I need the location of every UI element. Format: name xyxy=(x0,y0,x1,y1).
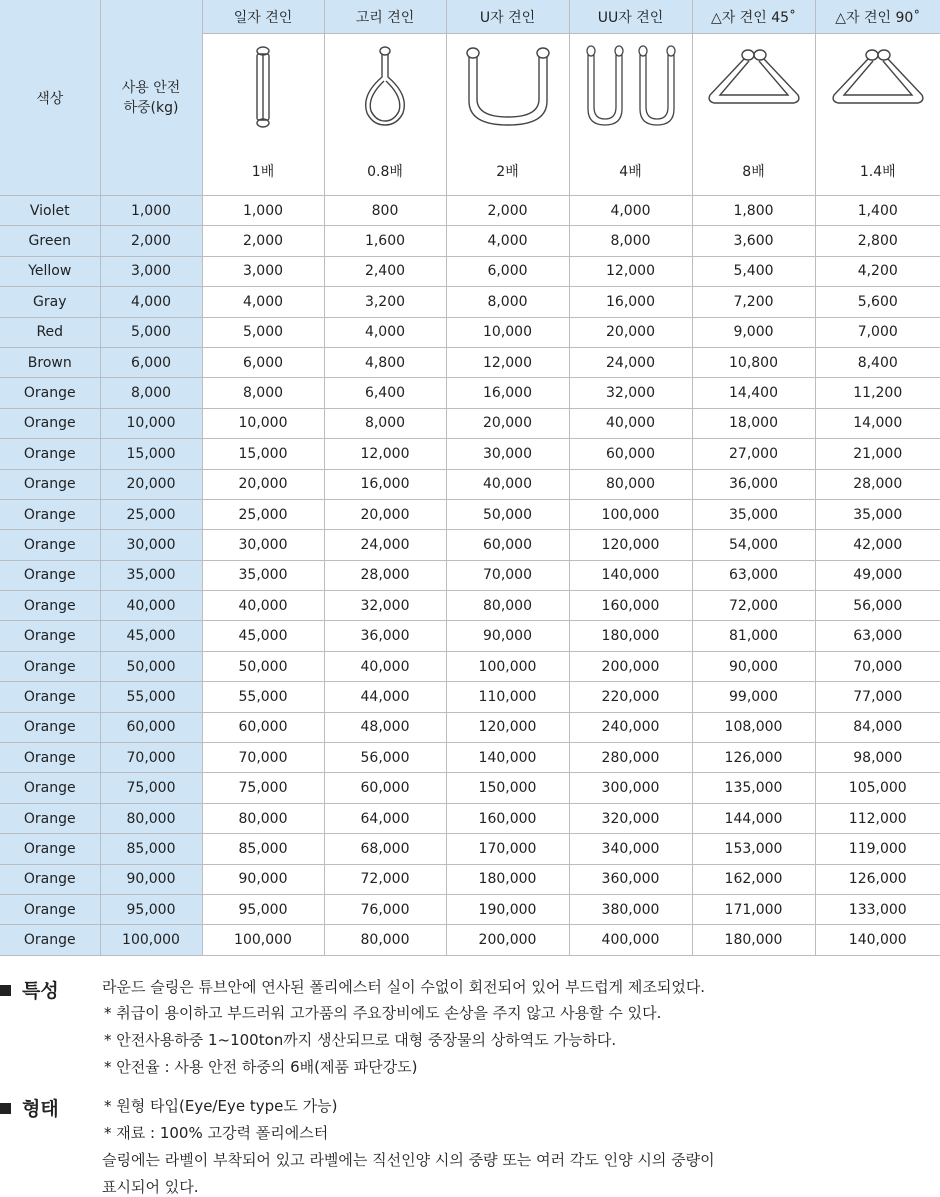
cell-choke: 56,000 xyxy=(324,743,446,773)
cell-triangle-45: 18,000 xyxy=(692,408,815,438)
cell-straight: 15,000 xyxy=(202,439,324,469)
cell-uu: 140,000 xyxy=(569,560,692,590)
cell-uu: 12,000 xyxy=(569,256,692,286)
cell-triangle-45: 81,000 xyxy=(692,621,815,651)
table-row xyxy=(0,287,940,317)
table-row xyxy=(0,256,940,286)
table-row xyxy=(0,864,940,894)
header-icon-cell-u xyxy=(446,34,569,196)
cell-choke: 16,000 xyxy=(324,469,446,499)
header-type-straight: 일자 견인 xyxy=(202,0,324,34)
cell-u: 40,000 xyxy=(446,469,569,499)
cell-safe-load: 4,000 xyxy=(100,287,202,317)
form-title: 형태 xyxy=(22,1094,59,1121)
cell-color: Orange xyxy=(0,864,100,894)
cell-straight: 25,000 xyxy=(202,499,324,529)
cell-color: Orange xyxy=(0,894,100,924)
cell-safe-load: 20,000 xyxy=(100,469,202,499)
table-row xyxy=(0,834,940,864)
cell-uu: 360,000 xyxy=(569,864,692,894)
cell-triangle-45: 3,600 xyxy=(692,226,815,256)
cell-u: 16,000 xyxy=(446,378,569,408)
cell-choke: 8,000 xyxy=(324,408,446,438)
header-type-choke: 고리 견인 xyxy=(324,0,446,34)
cell-triangle-45: 54,000 xyxy=(692,530,815,560)
cell-triangle-45: 144,000 xyxy=(692,803,815,833)
cell-u: 12,000 xyxy=(446,347,569,377)
cell-uu: 80,000 xyxy=(569,469,692,499)
cell-triangle-45: 9,000 xyxy=(692,317,815,347)
cell-straight: 6,000 xyxy=(202,347,324,377)
cell-triangle-45: 126,000 xyxy=(692,743,815,773)
cell-safe-load: 1,000 xyxy=(100,196,202,226)
cell-color: Orange xyxy=(0,408,100,438)
cell-choke: 28,000 xyxy=(324,560,446,590)
uu-sling-icon xyxy=(583,43,679,143)
cell-uu: 240,000 xyxy=(569,712,692,742)
cell-u: 80,000 xyxy=(446,591,569,621)
header-type-triangle-90: △자 견인 90˚ xyxy=(815,0,940,34)
cell-straight: 40,000 xyxy=(202,591,324,621)
cell-straight: 75,000 xyxy=(202,773,324,803)
cell-safe-load: 35,000 xyxy=(100,560,202,590)
table-row xyxy=(0,803,940,833)
cell-triangle-45: 90,000 xyxy=(692,651,815,681)
cell-safe-load: 3,000 xyxy=(100,256,202,286)
cell-safe-load: 10,000 xyxy=(100,408,202,438)
cell-choke: 1,600 xyxy=(324,226,446,256)
cell-choke: 36,000 xyxy=(324,621,446,651)
cell-color: Gray xyxy=(0,287,100,317)
features-line: * 안전율 : 사용 안전 하중의 6배(제품 파단강도) xyxy=(104,1056,418,1077)
cell-uu: 16,000 xyxy=(569,287,692,317)
cell-straight: 30,000 xyxy=(202,530,324,560)
table-row xyxy=(0,408,940,438)
cell-straight: 8,000 xyxy=(202,378,324,408)
cell-u: 4,000 xyxy=(446,226,569,256)
cell-u: 20,000 xyxy=(446,408,569,438)
cell-u: 150,000 xyxy=(446,773,569,803)
cell-uu: 40,000 xyxy=(569,408,692,438)
cell-u: 200,000 xyxy=(446,925,569,955)
features-line: 라운드 슬링은 튜브안에 연사된 폴리에스터 실이 수없이 회전되어 있어 부드럽게 제조되었다. xyxy=(102,976,705,997)
header-icon-cell-choke xyxy=(324,34,446,196)
cell-straight: 5,000 xyxy=(202,317,324,347)
table-row xyxy=(0,317,940,347)
cell-straight: 4,000 xyxy=(202,287,324,317)
cell-triangle-45: 180,000 xyxy=(692,925,815,955)
table-row xyxy=(0,226,940,256)
cell-uu: 60,000 xyxy=(569,439,692,469)
cell-uu: 100,000 xyxy=(569,499,692,529)
multiplier-triangle-45: 8배 xyxy=(693,161,815,181)
cell-triangle-45: 36,000 xyxy=(692,469,815,499)
table-row xyxy=(0,591,940,621)
cell-color: Orange xyxy=(0,469,100,499)
cell-triangle-45: 171,000 xyxy=(692,894,815,924)
cell-color: Green xyxy=(0,226,100,256)
cell-triangle-90: 4,200 xyxy=(815,256,940,286)
cell-uu: 220,000 xyxy=(569,682,692,712)
square-bullet-icon xyxy=(0,1103,11,1114)
cell-uu: 4,000 xyxy=(569,196,692,226)
cell-uu: 400,000 xyxy=(569,925,692,955)
cell-triangle-90: 140,000 xyxy=(815,925,940,955)
cell-straight: 35,000 xyxy=(202,560,324,590)
cell-u: 160,000 xyxy=(446,803,569,833)
cell-choke: 68,000 xyxy=(324,834,446,864)
cell-triangle-90: 56,000 xyxy=(815,591,940,621)
table-row xyxy=(0,347,940,377)
cell-u: 60,000 xyxy=(446,530,569,560)
cell-triangle-45: 1,800 xyxy=(692,196,815,226)
cell-u: 90,000 xyxy=(446,621,569,651)
triangle-90-sling-icon xyxy=(828,43,928,143)
cell-u: 180,000 xyxy=(446,864,569,894)
cell-safe-load: 50,000 xyxy=(100,651,202,681)
cell-uu: 300,000 xyxy=(569,773,692,803)
cell-u: 6,000 xyxy=(446,256,569,286)
cell-straight: 100,000 xyxy=(202,925,324,955)
cell-uu: 120,000 xyxy=(569,530,692,560)
cell-triangle-45: 135,000 xyxy=(692,773,815,803)
header-type-triangle-45: △자 견인 45˚ xyxy=(692,0,815,34)
table-row xyxy=(0,469,940,499)
square-bullet-icon xyxy=(0,985,11,996)
cell-u: 170,000 xyxy=(446,834,569,864)
cell-color: Orange xyxy=(0,530,100,560)
multiplier-u: 2배 xyxy=(447,161,569,181)
cell-triangle-45: 27,000 xyxy=(692,439,815,469)
cell-triangle-90: 105,000 xyxy=(815,773,940,803)
cell-triangle-90: 119,000 xyxy=(815,834,940,864)
header-type-uu: UU자 견인 xyxy=(569,0,692,34)
cell-straight: 3,000 xyxy=(202,256,324,286)
cell-safe-load: 60,000 xyxy=(100,712,202,742)
cell-color: Orange xyxy=(0,925,100,955)
cell-safe-load: 5,000 xyxy=(100,317,202,347)
cell-color: Orange xyxy=(0,682,100,712)
cell-triangle-45: 99,000 xyxy=(692,682,815,712)
cell-color: Brown xyxy=(0,347,100,377)
cell-triangle-90: 133,000 xyxy=(815,894,940,924)
cell-straight: 90,000 xyxy=(202,864,324,894)
cell-safe-load: 8,000 xyxy=(100,378,202,408)
cell-uu: 32,000 xyxy=(569,378,692,408)
cell-choke: 32,000 xyxy=(324,591,446,621)
cell-choke: 80,000 xyxy=(324,925,446,955)
table-row xyxy=(0,530,940,560)
cell-choke: 64,000 xyxy=(324,803,446,833)
cell-u: 140,000 xyxy=(446,743,569,773)
cell-color: Orange xyxy=(0,803,100,833)
cell-triangle-45: 7,200 xyxy=(692,287,815,317)
cell-straight: 80,000 xyxy=(202,803,324,833)
cell-u: 8,000 xyxy=(446,287,569,317)
cell-choke: 3,200 xyxy=(324,287,446,317)
cell-color: Red xyxy=(0,317,100,347)
cell-triangle-45: 63,000 xyxy=(692,560,815,590)
table-row xyxy=(0,743,940,773)
cell-uu: 380,000 xyxy=(569,894,692,924)
header-safe-load xyxy=(100,0,202,196)
form-line: 슬링에는 라벨이 부착되어 있고 라벨에는 직선인양 시의 중량 또는 여러 각도 인양 시의 중량이 xyxy=(102,1149,715,1170)
cell-color: Yellow xyxy=(0,256,100,286)
cell-choke: 20,000 xyxy=(324,499,446,529)
cell-color: Orange xyxy=(0,499,100,529)
cell-choke: 44,000 xyxy=(324,682,446,712)
cell-straight: 95,000 xyxy=(202,894,324,924)
cell-u: 70,000 xyxy=(446,560,569,590)
cell-triangle-90: 21,000 xyxy=(815,439,940,469)
cell-uu: 320,000 xyxy=(569,803,692,833)
cell-uu: 24,000 xyxy=(569,347,692,377)
cell-triangle-90: 126,000 xyxy=(815,864,940,894)
cell-uu: 160,000 xyxy=(569,591,692,621)
cell-straight: 20,000 xyxy=(202,469,324,499)
features-line: * 안전사용하중 1~100ton까지 생산되므로 대형 중장물의 상하역도 가능하다. xyxy=(104,1029,616,1050)
cell-triangle-45: 72,000 xyxy=(692,591,815,621)
choke-sling-icon xyxy=(355,43,415,143)
header-safe-load-label: 사용 안전 하중(kg) xyxy=(122,78,181,118)
cell-choke: 800 xyxy=(324,196,446,226)
cell-triangle-90: 77,000 xyxy=(815,682,940,712)
cell-triangle-90: 112,000 xyxy=(815,803,940,833)
header-icon-cell-straight xyxy=(202,34,324,196)
cell-choke: 4,800 xyxy=(324,347,446,377)
table-row xyxy=(0,773,940,803)
cell-u: 10,000 xyxy=(446,317,569,347)
cell-choke: 2,400 xyxy=(324,256,446,286)
cell-choke: 76,000 xyxy=(324,894,446,924)
form-line: * 재료 : 100% 고강력 폴리에스터 xyxy=(104,1122,328,1143)
cell-uu: 180,000 xyxy=(569,621,692,651)
cell-triangle-90: 1,400 xyxy=(815,196,940,226)
cell-straight: 50,000 xyxy=(202,651,324,681)
cell-safe-load: 70,000 xyxy=(100,743,202,773)
table-row xyxy=(0,894,940,924)
multiplier-triangle-90: 1.4배 xyxy=(816,161,940,181)
cell-u: 2,000 xyxy=(446,196,569,226)
cell-safe-load: 95,000 xyxy=(100,894,202,924)
cell-triangle-90: 11,200 xyxy=(815,378,940,408)
table-row xyxy=(0,378,940,408)
features-line: * 취급이 용이하고 부드러워 고가품의 주요장비에도 손상을 주지 않고 사용할 수 있다. xyxy=(104,1002,661,1023)
cell-triangle-90: 70,000 xyxy=(815,651,940,681)
table-row xyxy=(0,925,940,955)
cell-u: 190,000 xyxy=(446,894,569,924)
cell-color: Orange xyxy=(0,439,100,469)
cell-u: 110,000 xyxy=(446,682,569,712)
cell-choke: 60,000 xyxy=(324,773,446,803)
cell-triangle-90: 84,000 xyxy=(815,712,940,742)
straight-sling-icon xyxy=(243,43,283,143)
cell-triangle-90: 63,000 xyxy=(815,621,940,651)
cell-u: 30,000 xyxy=(446,439,569,469)
cell-u: 50,000 xyxy=(446,499,569,529)
cell-choke: 72,000 xyxy=(324,864,446,894)
features-title: 특성 xyxy=(22,976,59,1003)
cell-choke: 6,400 xyxy=(324,378,446,408)
cell-safe-load: 100,000 xyxy=(100,925,202,955)
table-row xyxy=(0,196,940,226)
cell-uu: 340,000 xyxy=(569,834,692,864)
multiplier-uu: 4배 xyxy=(570,161,692,181)
cell-triangle-90: 14,000 xyxy=(815,408,940,438)
cell-choke: 12,000 xyxy=(324,439,446,469)
cell-color: Orange xyxy=(0,743,100,773)
cell-safe-load: 2,000 xyxy=(100,226,202,256)
cell-uu: 20,000 xyxy=(569,317,692,347)
cell-color: Violet xyxy=(0,196,100,226)
cell-color: Orange xyxy=(0,560,100,590)
cell-triangle-90: 49,000 xyxy=(815,560,940,590)
cell-safe-load: 25,000 xyxy=(100,499,202,529)
cell-color: Orange xyxy=(0,591,100,621)
cell-safe-load: 6,000 xyxy=(100,347,202,377)
cell-color: Orange xyxy=(0,712,100,742)
cell-straight: 10,000 xyxy=(202,408,324,438)
cell-triangle-45: 108,000 xyxy=(692,712,815,742)
cell-safe-load: 15,000 xyxy=(100,439,202,469)
cell-choke: 24,000 xyxy=(324,530,446,560)
cell-straight: 85,000 xyxy=(202,834,324,864)
table-row xyxy=(0,651,940,681)
cell-triangle-90: 7,000 xyxy=(815,317,940,347)
form-line: * 원형 타입(Eye/Eye type도 가능) xyxy=(104,1095,337,1116)
cell-uu: 200,000 xyxy=(569,651,692,681)
table-row xyxy=(0,439,940,469)
cell-straight: 70,000 xyxy=(202,743,324,773)
cell-triangle-90: 28,000 xyxy=(815,469,940,499)
cell-triangle-45: 162,000 xyxy=(692,864,815,894)
table-row xyxy=(0,499,940,529)
cell-safe-load: 90,000 xyxy=(100,864,202,894)
cell-safe-load: 45,000 xyxy=(100,621,202,651)
header-icon-cell-triangle-45 xyxy=(692,34,815,196)
cell-safe-load: 80,000 xyxy=(100,803,202,833)
multiplier-straight: 1배 xyxy=(203,161,324,181)
cell-safe-load: 30,000 xyxy=(100,530,202,560)
header-type-u: U자 견인 xyxy=(446,0,569,34)
cell-color: Orange xyxy=(0,621,100,651)
cell-choke: 4,000 xyxy=(324,317,446,347)
cell-triangle-90: 5,600 xyxy=(815,287,940,317)
cell-triangle-90: 8,400 xyxy=(815,347,940,377)
table-body xyxy=(0,196,940,956)
triangle-45-sling-icon xyxy=(704,43,804,143)
cell-color: Orange xyxy=(0,834,100,864)
multiplier-choke: 0.8배 xyxy=(325,161,446,181)
cell-uu: 8,000 xyxy=(569,226,692,256)
cell-triangle-45: 14,400 xyxy=(692,378,815,408)
table-row xyxy=(0,712,940,742)
header-color: 색상 xyxy=(0,0,100,196)
cell-triangle-90: 42,000 xyxy=(815,530,940,560)
cell-triangle-45: 10,800 xyxy=(692,347,815,377)
cell-triangle-90: 2,800 xyxy=(815,226,940,256)
cell-straight: 45,000 xyxy=(202,621,324,651)
cell-color: Orange xyxy=(0,378,100,408)
header-icon-cell-uu xyxy=(569,34,692,196)
cell-u: 100,000 xyxy=(446,651,569,681)
cell-straight: 1,000 xyxy=(202,196,324,226)
cell-triangle-45: 35,000 xyxy=(692,499,815,529)
u-sling-icon xyxy=(463,43,553,143)
cell-safe-load: 85,000 xyxy=(100,834,202,864)
cell-choke: 48,000 xyxy=(324,712,446,742)
cell-u: 120,000 xyxy=(446,712,569,742)
cell-uu: 280,000 xyxy=(569,743,692,773)
cell-triangle-90: 35,000 xyxy=(815,499,940,529)
cell-triangle-45: 153,000 xyxy=(692,834,815,864)
cell-safe-load: 75,000 xyxy=(100,773,202,803)
table-row xyxy=(0,682,940,712)
cell-color: Orange xyxy=(0,773,100,803)
header-icon-cell-triangle-90 xyxy=(815,34,940,196)
cell-straight: 55,000 xyxy=(202,682,324,712)
cell-straight: 60,000 xyxy=(202,712,324,742)
form-line: 표시되어 있다. xyxy=(102,1176,198,1197)
cell-color: Orange xyxy=(0,651,100,681)
cell-choke: 40,000 xyxy=(324,651,446,681)
cell-safe-load: 40,000 xyxy=(100,591,202,621)
cell-straight: 2,000 xyxy=(202,226,324,256)
table-row xyxy=(0,621,940,651)
cell-triangle-45: 5,400 xyxy=(692,256,815,286)
table-row xyxy=(0,560,940,590)
cell-safe-load: 55,000 xyxy=(100,682,202,712)
cell-triangle-90: 98,000 xyxy=(815,743,940,773)
